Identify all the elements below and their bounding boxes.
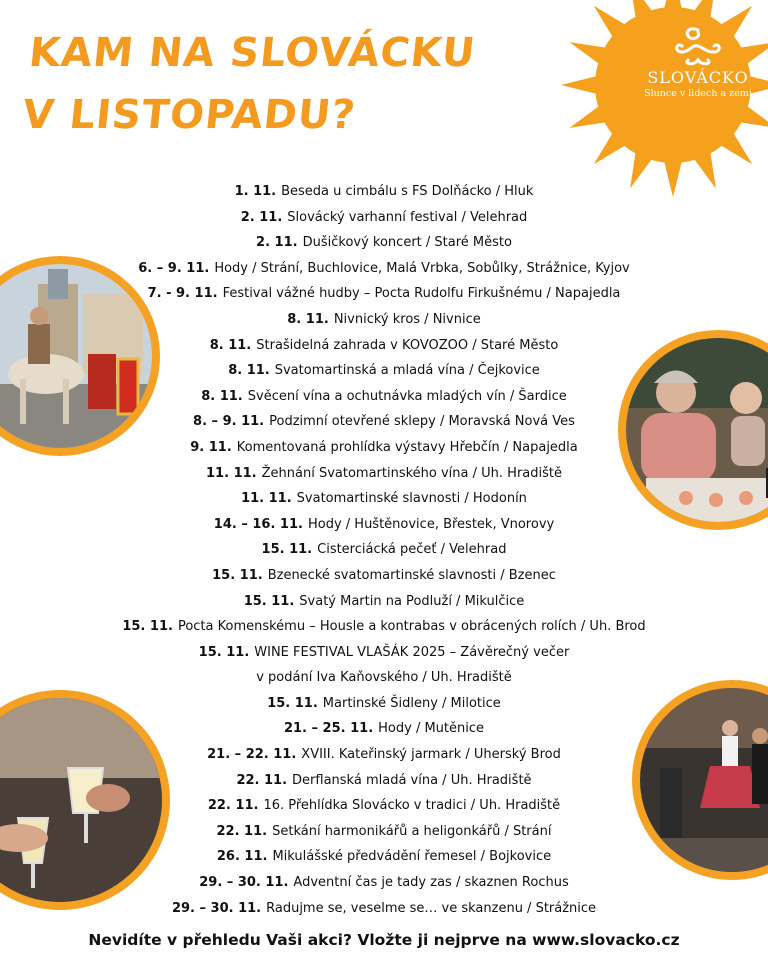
event-item — [0, 409, 768, 435]
event-item — [0, 333, 768, 359]
event-text: Slovácký varhanní festival / Velehrad — [287, 209, 528, 225]
event-date: 6. – 9. 11. — [138, 260, 210, 276]
sun-ray — [663, 0, 682, 12]
footer-call-to-action[interactable]: Nevidíte v přehledu Vaši akci? Vložte ji nejprve na www.slovacko.cz — [88, 931, 680, 949]
event-text: Svatomartinské slavnosti / Hodonín — [296, 491, 527, 507]
event-item — [0, 896, 768, 922]
event-date: 9. 11. — [190, 439, 232, 455]
event-text: Radujme se, veselme se… ve skanzenu / Strážnice — [266, 900, 597, 916]
event-date: 2. 11. — [256, 235, 298, 251]
event-item — [0, 486, 768, 512]
event-date: 11. 11. — [206, 465, 257, 481]
event-text: Beseda u cimbálu s FS Dolňácko / Hluk — [281, 184, 534, 199]
event-date: 14. – 16. 11. — [213, 516, 303, 532]
event-date: 2. 11. — [240, 209, 283, 225]
event-text: Žehnání Svatomartinského vína / Uh. Hradiště — [261, 465, 562, 481]
event-text: Setkání harmonikářů a heligonkářů / Strání — [272, 823, 552, 839]
event-text: WINE FESTIVAL VLAŠÁK 2025 – Závěrečný večer — [254, 644, 570, 660]
event-date: 1. 11. — [234, 184, 277, 199]
event-item — [0, 768, 768, 794]
slovacko-logo[interactable] — [628, 24, 768, 99]
event-date: 15. 11. — [122, 619, 173, 635]
event-item — [0, 742, 768, 768]
event-item — [0, 870, 768, 896]
event-text: Adventní čas je tady zas / skaznen Rochus — [293, 875, 569, 891]
event-text: Bzenecké svatomartinské slavnosti / Bzenec — [267, 567, 556, 583]
event-text: Festival vážné hudby – Pocta Rudolfu Firkušnému / Napajedla — [222, 286, 621, 302]
event-item — [0, 307, 768, 333]
event-item — [0, 665, 768, 691]
logo-tagline: Slunce v lidech a zemi — [644, 88, 752, 99]
title-line-1: KAM NA SLOVÁCKU — [26, 30, 478, 76]
event-date: 11. 11. — [241, 491, 292, 507]
event-date: 22. 11. — [236, 772, 288, 788]
event-text: v podání Iva Kaňovského / Uh. Hradiště — [256, 670, 512, 686]
event-text: Nivnický kros / Nivnice — [333, 311, 481, 327]
event-text: Derflanská mladá vína / Uh. Hradiště — [292, 772, 532, 788]
event-text: Svěcení vína a ochutnávka mladých vín / Šardice — [247, 388, 567, 404]
event-text: Martinské Šidleny / Milotice — [322, 695, 501, 711]
event-item — [0, 230, 768, 256]
event-item — [0, 205, 768, 231]
event-item — [0, 384, 768, 410]
event-text: 16. Přehlídka Slovácko v tradici / Uh. Hradiště — [263, 798, 561, 814]
event-item — [0, 179, 768, 205]
event-list — [0, 179, 768, 921]
event-item — [0, 563, 768, 589]
event-date: 7. - 9. 11. — [147, 286, 218, 302]
event-date: 29. – 30. 11. — [171, 900, 262, 916]
event-item — [0, 716, 768, 742]
event-date: 8. 11. — [287, 311, 329, 327]
event-date: 8. – 9. 11. — [193, 414, 265, 430]
event-item — [0, 844, 768, 870]
event-date: 15. 11. — [198, 644, 250, 660]
event-text: Hody / Strání, Buchlovice, Malá Vrbka, Sobůlky, Strážnice, Kyjov — [214, 260, 630, 276]
logo-name: SLOVÁCKO — [647, 68, 749, 87]
title-line-2: V LISTOPADU? — [20, 92, 359, 138]
event-date: 8. 11. — [209, 337, 252, 353]
event-date: 15. 11. — [243, 593, 295, 609]
event-item — [0, 512, 768, 538]
event-text: Pocta Komenskému – Housle a kontrabas v obrácených rolích / Uh. Brod — [177, 619, 646, 635]
event-text: Dušičkový koncert / Staré Město — [302, 235, 512, 251]
event-text: Cisterciácká pečeť / Velehrad — [317, 542, 507, 558]
event-item — [0, 358, 768, 384]
event-text: Mikulášské předvádění řemesel / Bojkovice — [272, 849, 552, 865]
page-title — [19, 22, 478, 146]
event-item — [0, 819, 768, 845]
event-date: 21. – 22. 11. — [207, 747, 297, 763]
event-text: Svatomartinská a mladá vína / Čejkovice — [274, 363, 540, 379]
event-date: 15. 11. — [212, 567, 263, 583]
event-item — [0, 256, 768, 282]
event-item — [0, 537, 768, 563]
event-text: Podzimní otevřené sklepy / Moravská Nová Ves — [269, 414, 575, 430]
event-item — [0, 691, 768, 717]
event-date: 8. 11. — [228, 363, 270, 379]
event-item — [0, 435, 768, 461]
event-date: 22. 11. — [207, 798, 259, 814]
event-item — [0, 640, 768, 666]
event-text: XVIII. Kateřinský jarmark / Uherský Brod — [301, 747, 561, 763]
event-text: Svatý Martin na Podluží / Mikulčice — [299, 593, 525, 609]
event-date: 22. 11. — [216, 823, 268, 839]
event-date: 21. – 25. 11. — [283, 721, 374, 737]
event-date: 8. 11. — [201, 388, 243, 404]
sun-ray — [561, 75, 600, 94]
event-text: Komentovaná prohlídka výstavy Hřebčín / Napajedla — [236, 439, 578, 455]
event-text: Hody / Mutěnice — [378, 721, 485, 737]
swirl-logo-icon — [672, 24, 724, 68]
event-date: 29. – 30. 11. — [199, 875, 289, 891]
event-item — [0, 793, 768, 819]
event-item — [0, 589, 768, 615]
event-text: Hody / Huštěnovice, Břestek, Vnorovy — [307, 516, 555, 532]
event-item — [0, 614, 768, 640]
event-date: 26. 11. — [216, 849, 268, 865]
event-date: 15. 11. — [261, 542, 313, 558]
event-text: Strašidelná zahrada v KOVOZOO / Staré Město — [256, 337, 559, 353]
event-date: 15. 11. — [267, 695, 318, 711]
event-item — [0, 461, 768, 487]
event-item — [0, 281, 768, 307]
